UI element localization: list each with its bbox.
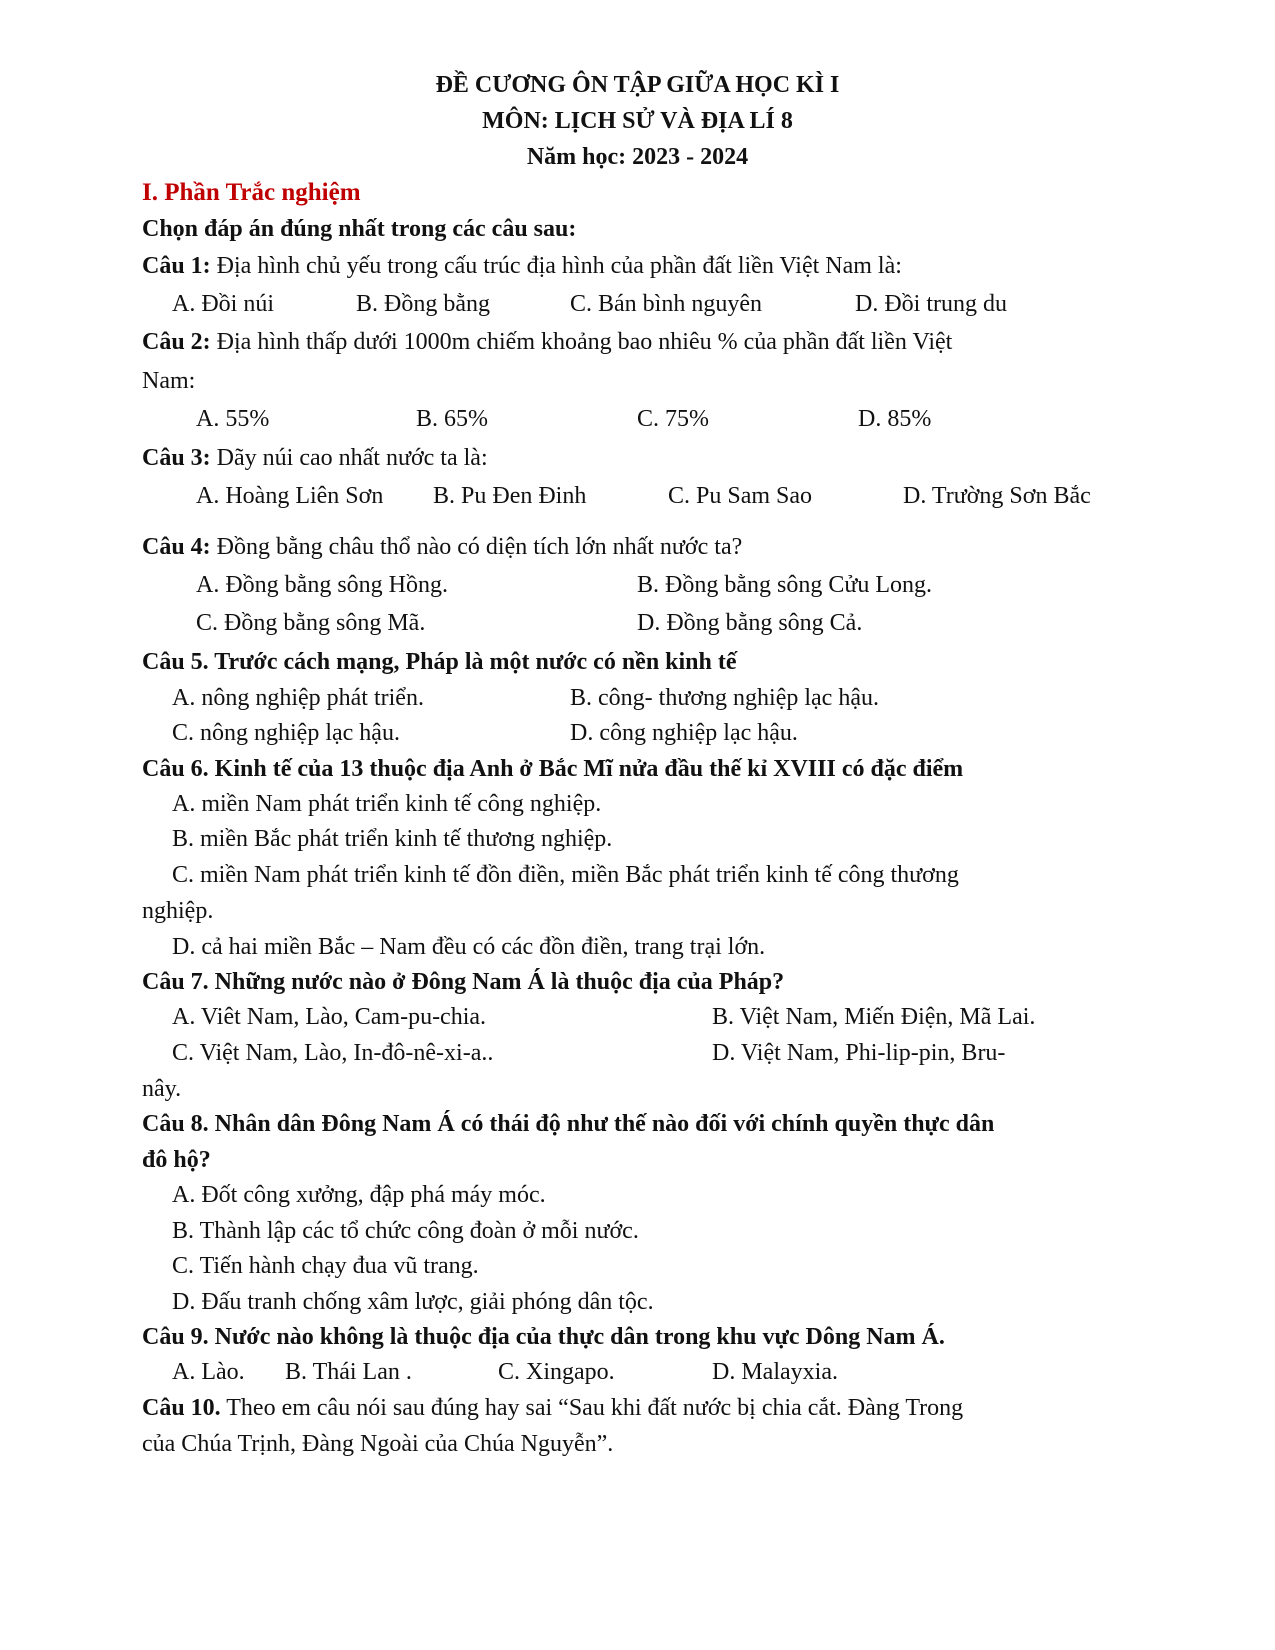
q3-option-b: B. Pu Đen Đinh bbox=[433, 483, 587, 509]
q6-option-b: B. miền Bắc phát triển kinh tế thương nghiệp. bbox=[172, 826, 613, 852]
q7-option-d-cont: nây. bbox=[142, 1076, 182, 1102]
q4-option-a: A. Đồng bằng sông Hồng. bbox=[196, 572, 448, 598]
q3-option-a: A. Hoàng Liên Sơn bbox=[196, 483, 384, 509]
q8-option-b: B. Thành lập các tổ chức công đoàn ở mỗi nước. bbox=[172, 1218, 639, 1244]
section-instruction: Chọn đáp án đúng nhất trong các câu sau: bbox=[142, 216, 577, 242]
q2-option-a: A. 55% bbox=[196, 406, 270, 432]
question-text: Dãy núi cao nhất nước ta là: bbox=[210, 445, 488, 471]
q6-option-a: A. miền Nam phát triển kinh tế công nghiệp. bbox=[172, 791, 602, 817]
q9-option-d: D. Malayxia. bbox=[712, 1359, 838, 1385]
question-10 bbox=[142, 1394, 963, 1422]
q8-option-d: D. Đấu tranh chống xâm lược, giải phóng dân tộc. bbox=[172, 1289, 654, 1315]
question-5: Câu 5. Trước cách mạng, Pháp là một nước có nền kinh tế bbox=[142, 649, 737, 675]
question-label: Câu 2: bbox=[142, 329, 211, 355]
q4-option-b: B. Đồng bằng sông Cửu Long. bbox=[637, 572, 933, 598]
question-label: Câu 3: bbox=[142, 445, 211, 471]
q7-option-a: A. Viêt Nam, Lào, Cam-pu-chia. bbox=[172, 1004, 487, 1030]
question-10-cont: của Chúa Trịnh, Đàng Ngoài của Chúa Nguyễn”. bbox=[142, 1431, 614, 1457]
question-7: Câu 7. Những nước nào ở Đông Nam Á là thuộc địa của Pháp? bbox=[142, 969, 785, 995]
question-2-cont: Nam: bbox=[142, 368, 196, 394]
question-label: Câu 4: bbox=[142, 534, 211, 560]
question-3 bbox=[142, 444, 488, 472]
q9-option-a: A. Lào. bbox=[172, 1359, 245, 1385]
q8-option-c: C. Tiến hành chạy đua vũ trang. bbox=[172, 1253, 479, 1279]
q8-option-a: A. Đốt công xưởng, đập phá máy móc. bbox=[172, 1182, 546, 1208]
q4-option-d: D. Đồng bằng sông Cả. bbox=[637, 610, 863, 636]
q1-option-a: A. Đồi núi bbox=[172, 291, 274, 317]
q4-option-c: C. Đồng bằng sông Mã. bbox=[196, 610, 426, 636]
q1-option-d: D. Đồi trung du bbox=[855, 291, 1007, 317]
question-label: Câu 10. bbox=[142, 1395, 221, 1421]
question-9: Câu 9. Nước nào không là thuộc địa của thực dân trong khu vực Dông Nam Á. bbox=[142, 1324, 945, 1350]
question-text: Theo em câu nói sau đúng hay sai “Sau khi đất nước bị chia cắt. Đàng Trong bbox=[220, 1395, 964, 1421]
question-text: Đồng bằng châu thổ nào có diện tích lớn nhất nước ta? bbox=[210, 534, 743, 560]
question-text: Địa hình chủ yếu trong cấu trúc địa hình của phần đất liền Việt Nam là: bbox=[210, 253, 902, 279]
q7-option-c: C. Việt Nam, Lào, In-đô-nê-xi-a.. bbox=[172, 1040, 494, 1066]
question-text: Địa hình thấp dưới 1000m chiếm khoảng bao nhiêu % của phần đất liền Việt bbox=[210, 329, 953, 355]
question-8-cont: đô hộ? bbox=[142, 1147, 211, 1173]
q9-option-c: C. Xingapo. bbox=[498, 1359, 615, 1385]
q1-option-b: B. Đồng bằng bbox=[356, 291, 490, 317]
section-heading: I. Phần Trắc nghiệm bbox=[142, 179, 361, 206]
q9-option-b: B. Thái Lan . bbox=[285, 1359, 412, 1385]
q5-option-c: C. nông nghiệp lạc hậu. bbox=[172, 720, 400, 746]
question-2 bbox=[142, 328, 952, 356]
question-1 bbox=[142, 252, 902, 280]
q2-option-c: C. 75% bbox=[637, 406, 709, 432]
q3-option-d: D. Trường Sơn Bắc bbox=[903, 483, 1091, 509]
q5-option-b: B. công- thương nghiệp lạc hậu. bbox=[570, 685, 879, 711]
doc-year: Năm học: 2023 - 2024 bbox=[526, 144, 749, 170]
question-4 bbox=[142, 533, 742, 561]
q6-option-c-cont: nghiệp. bbox=[142, 898, 214, 924]
question-6: Câu 6. Kinh tế của 13 thuộc địa Anh ở Bắc Mĩ nửa đầu thế kỉ XVIII có đặc điểm bbox=[142, 756, 964, 782]
q3-option-c: C. Pu Sam Sao bbox=[668, 483, 813, 509]
q5-option-a: A. nông nghiệp phát triển. bbox=[172, 685, 424, 711]
q6-option-d: D. cả hai miền Bắc – Nam đều có các đồn điền, trang trại lớn. bbox=[172, 934, 766, 960]
q7-option-b: B. Việt Nam, Miến Điện, Mã Lai. bbox=[712, 1004, 1036, 1030]
doc-subject: MÔN: LỊCH SỬ VÀ ĐỊA LÍ 8 bbox=[482, 108, 793, 134]
q5-option-d: D. công nghiệp lạc hậu. bbox=[570, 720, 798, 746]
question-8: Câu 8. Nhân dân Đông Nam Á có thái độ như thế nào đối với chính quyền thực dân bbox=[142, 1111, 995, 1137]
q1-option-c: C. Bán bình nguyên bbox=[570, 291, 762, 317]
doc-title: ĐỀ CƯƠNG ÔN TẬP GIỮA HỌC KÌ I bbox=[435, 72, 840, 98]
q2-option-b: B. 65% bbox=[416, 406, 488, 432]
question-label: Câu 1: bbox=[142, 253, 211, 279]
q6-option-c: C. miền Nam phát triển kinh tế đồn điền, miền Bắc phát triển kinh tế công thương bbox=[172, 862, 959, 888]
q2-option-d: D. 85% bbox=[858, 406, 932, 432]
q7-option-d: D. Việt Nam, Phi-lip-pin, Bru- bbox=[712, 1040, 1006, 1066]
